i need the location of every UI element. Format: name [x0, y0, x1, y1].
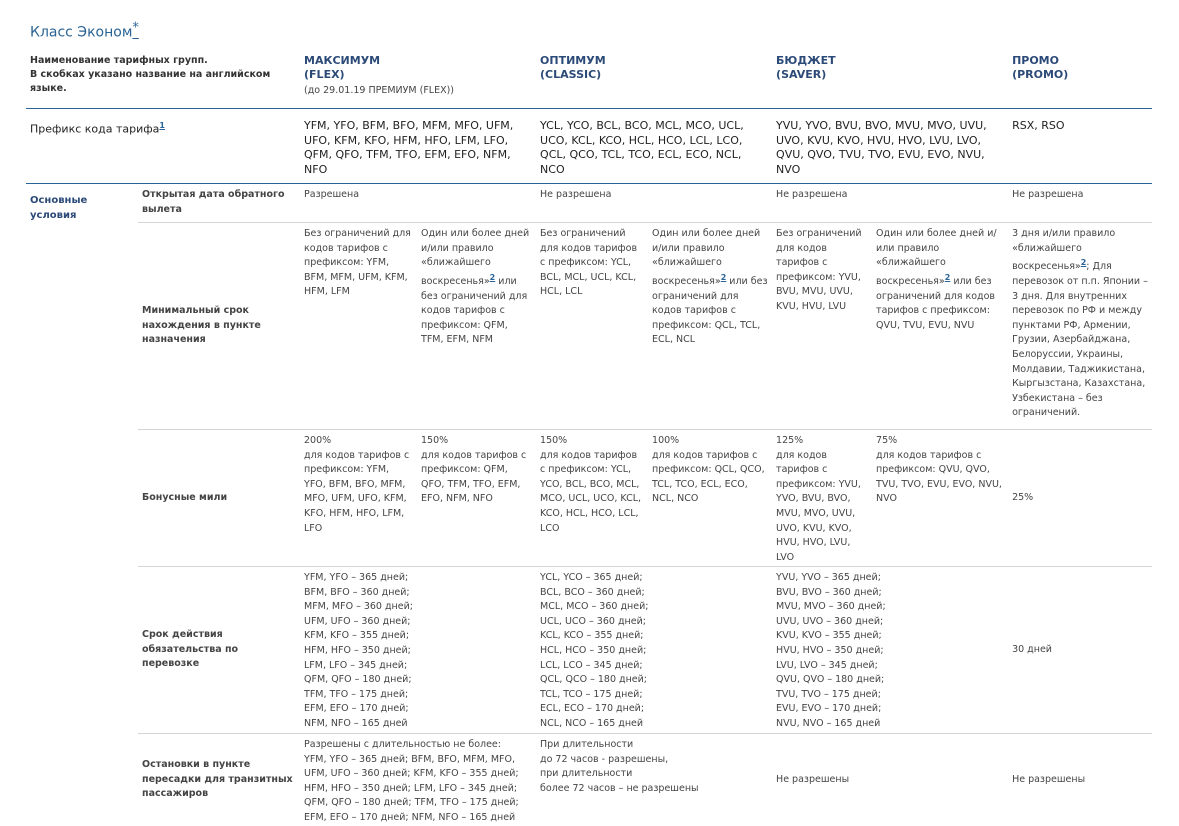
- header-label: Наименование тарифных групп. В скобках указано название на английском языке.: [26, 46, 300, 109]
- miles-bud-b: 75% для кодов тарифов с префиксом: QVU, QVO, TVU, TVO, EVU, EVO, NVU, NVO: [872, 430, 1008, 567]
- min-stay-label: Минимальный срок нахождения в пункте назначения: [138, 223, 300, 430]
- min-stay-opt-b: Один или более дней и/или правило «ближайшего воскресенья»$^2$ или без ограничений для кодов тарифов с префиксом: QCL, TCL, ECL, NCL: [648, 223, 772, 430]
- header-col-maximum: МАКСИМУМ (FLEX) (до 29.01.19 ПРЕМИУМ (FLEX)): [300, 46, 536, 109]
- prefix-footnote-link[interactable]: 1: [159, 121, 165, 130]
- min-stay-row: [26, 223, 1152, 430]
- min-stay-bud-b: Один или более дней и/или правило «ближайшего воскресенья»$^2$ или без ограничений для кодов тарифов с префиксом: QVU, TVU, EVU, NVU: [872, 223, 1008, 430]
- validity-row: [26, 567, 1152, 734]
- header-col-optimum: ОПТИМУМ (CLASSIC): [536, 46, 772, 109]
- header-row: [26, 46, 1152, 109]
- stopover-promo: Не разрешены: [1008, 734, 1152, 826]
- miles-label: Бонусные мили: [138, 430, 300, 567]
- validity-budget: YVU, YVO – 365 дней; BVU, BVO – 360 дней; MVU, MVO – 360 дней; UVU, UVO – 360 дней; KVU, KVO – 355 дней; HVU, HVO – 350 дней; LVU, LVO – 345 дней; QVU, QVO – 180 дней; TVU, TVO – 175 дней; EVU, EVO – 170 дней; NVU, NVO – 165 дней: [772, 567, 1008, 734]
- open-date-row: [26, 184, 1152, 223]
- stopover-row: [26, 734, 1152, 826]
- min-stay-opt-a: Без ограничений для кодов тарифов с префиксом: YCL, BCL, MCL, UCL, KCL, HCL, LCL: [536, 223, 648, 430]
- min-stay-bud-a: Без ограничений для кодов тарифов с префиксом: YVU, BVU, MVU, UVU, KVU, HVU, LVU: [772, 223, 872, 430]
- group-label: Основные условия: [26, 184, 138, 826]
- open-date-maximum: Разрешена: [300, 184, 536, 223]
- prefix-label: Префикс кода тарифа$^1$: [26, 109, 300, 184]
- fare-conditions-table: [26, 46, 1152, 826]
- open-date-label: Открытая дата обратного вылета: [138, 184, 300, 223]
- stopover-optimum: При длительности до 72 часов - разрешены, при длительности более 72 часов – не разрешены: [536, 734, 772, 826]
- prefix-optimum: YCL, YCO, BCL, BCO, MCL, MCO, UCL, UCO, KCL, KCO, HCL, HCO, LCL, LCO, QCL, QCO, TCL, TCO, ECL, ECO, NCL, NCO: [536, 109, 772, 184]
- miles-opt-b: 100% для кодов тарифов с префиксом: QCL, QCO, TCL, TCO, ECL, ECO, NCL, NCO: [648, 430, 772, 567]
- open-date-promo: Не разрешена: [1008, 184, 1152, 223]
- prefix-row: [26, 109, 1152, 184]
- validity-maximum: YFM, YFO – 365 дней; BFM, BFO – 360 дней; MFM, MFO – 360 дней; UFM, UFO – 360 дней; KFM, KFO – 355 дней; HFM, HFO – 350 дней; LFM, LFO – 345 дней; QFM, QFO – 180 дней; TFM, TFO – 175 дней; EFM, EFO – 170 дней; NFM, NFO – 165 дней: [300, 567, 536, 734]
- prefix-maximum: YFM, YFO, BFM, BFO, MFM, MFO, UFM, UFO, KFM, KFO, HFM, HFO, LFM, LFO, QFM, QFO, TFM, TFO, EFM, EFO, NFM, NFO: [300, 109, 536, 184]
- header-col-budget: БЮДЖЕТ (SAVER): [772, 46, 1008, 109]
- miles-bud-a: 125% для кодов тарифов с префиксом: YVU, YVO, BVU, BVO, MVU, MVO, UVU, UVO, KVU, KVO, HVU, HVO, LVU, LVO: [772, 430, 872, 567]
- prefix-promo: RSX, RSO: [1008, 109, 1152, 184]
- min-stay-max-b: Один или более дней и/или правило «ближайшего воскресенья»$^2$ или без ограничений для кодов тарифов с префиксом: QFM, TFM, EFM, NFM: [417, 223, 536, 430]
- min-stay-footnote-link[interactable]: 2: [1081, 258, 1087, 267]
- stopover-label: Остановки в пункте пересадки для транзитных пассажиров: [138, 734, 300, 826]
- validity-label: Срок действия обязательства по перевозке: [138, 567, 300, 734]
- open-date-optimum: Не разрешена: [536, 184, 772, 223]
- prefix-budget: YVU, YVO, BVU, BVO, MVU, MVO, UVU, UVO, KVU, KVO, HVU, HVO, LVU, LVO, QVU, QVO, TVU, TVO, EVU, EVO, NVU, NVO: [772, 109, 1008, 184]
- header-col-promo: ПРОМО (PROMO): [1008, 46, 1152, 109]
- validity-optimum: YCL, YCO – 365 дней; BCL, BCO – 360 дней; MCL, MCO – 360 дней; UCL, UCO – 360 дней; KCL, KCO – 355 дней; HCL, HCO – 350 дней; LCL, LCO – 345 дней; QCL, QCO – 180 дней; TCL, TCO – 175 дней; ECL, ECO – 170 дней; NCL, NCO – 165 дней: [536, 567, 772, 734]
- open-date-budget: Не разрешена: [772, 184, 1008, 223]
- miles-max-b: 150% для кодов тарифов с префиксом: QFM, QFO, TFM, TFO, EFM, EFO, NFM, NFO: [417, 430, 536, 567]
- title-footnote-link[interactable]: *: [132, 25, 139, 41]
- page-title: Класс Эконом*: [30, 20, 139, 41]
- miles-opt-a: 150% для кодов тарифов с префиксом: YCL, YCO, BCL, BCO, MCL, MCO, UCL, UCO, KCL, KCO, HCL, HCO, LCL, LCO: [536, 430, 648, 567]
- min-stay-footnote-link[interactable]: 2: [945, 273, 951, 282]
- miles-row: [26, 430, 1152, 567]
- validity-promo: 30 дней: [1008, 567, 1152, 734]
- min-stay-footnote-link[interactable]: 2: [721, 273, 727, 282]
- miles-promo: 25%: [1008, 430, 1152, 567]
- stopover-budget: Не разрешены: [772, 734, 1008, 826]
- min-stay-max-a: Без ограничений для кодов тарифов с префиксом: YFM, BFM, MFM, UFM, KFM, HFM, LFM: [300, 223, 417, 430]
- min-stay-promo: 3 дня и/или правило «ближайшего воскресенья»$^2$; Для перевозок от п.п. Японии – 3 дня. Для внутренних перевозок по РФ и между пунктами РФ, Армении, Грузии, Азербайджана, Белоруссии, Украины, Молдавии, Таджикистана, Кыргызстана, Казахстана, Узбекистана – без ограничений.: [1008, 223, 1152, 430]
- stopover-maximum: Разрешены с длительностью не более: YFM, YFO – 365 дней; BFM, BFO, MFM, MFO, UFM, UFO – 360 дней; KFM, KFO – 355 дней; HFM, HFO – 350 дней; LFM, LFO – 345 дней; QFM, QFO – 180 дней; TFM, TFO – 175 дней; EFM, EFO – 170 дней; NFM, NFO – 165 дней: [300, 734, 536, 826]
- min-stay-footnote-link[interactable]: 2: [490, 273, 496, 282]
- miles-max-a: 200% для кодов тарифов с префиксом: YFM, YFO, BFM, BFO, MFM, MFO, UFM, UFO, KFM, KFO, HFM, HFO, LFM, LFO: [300, 430, 417, 567]
